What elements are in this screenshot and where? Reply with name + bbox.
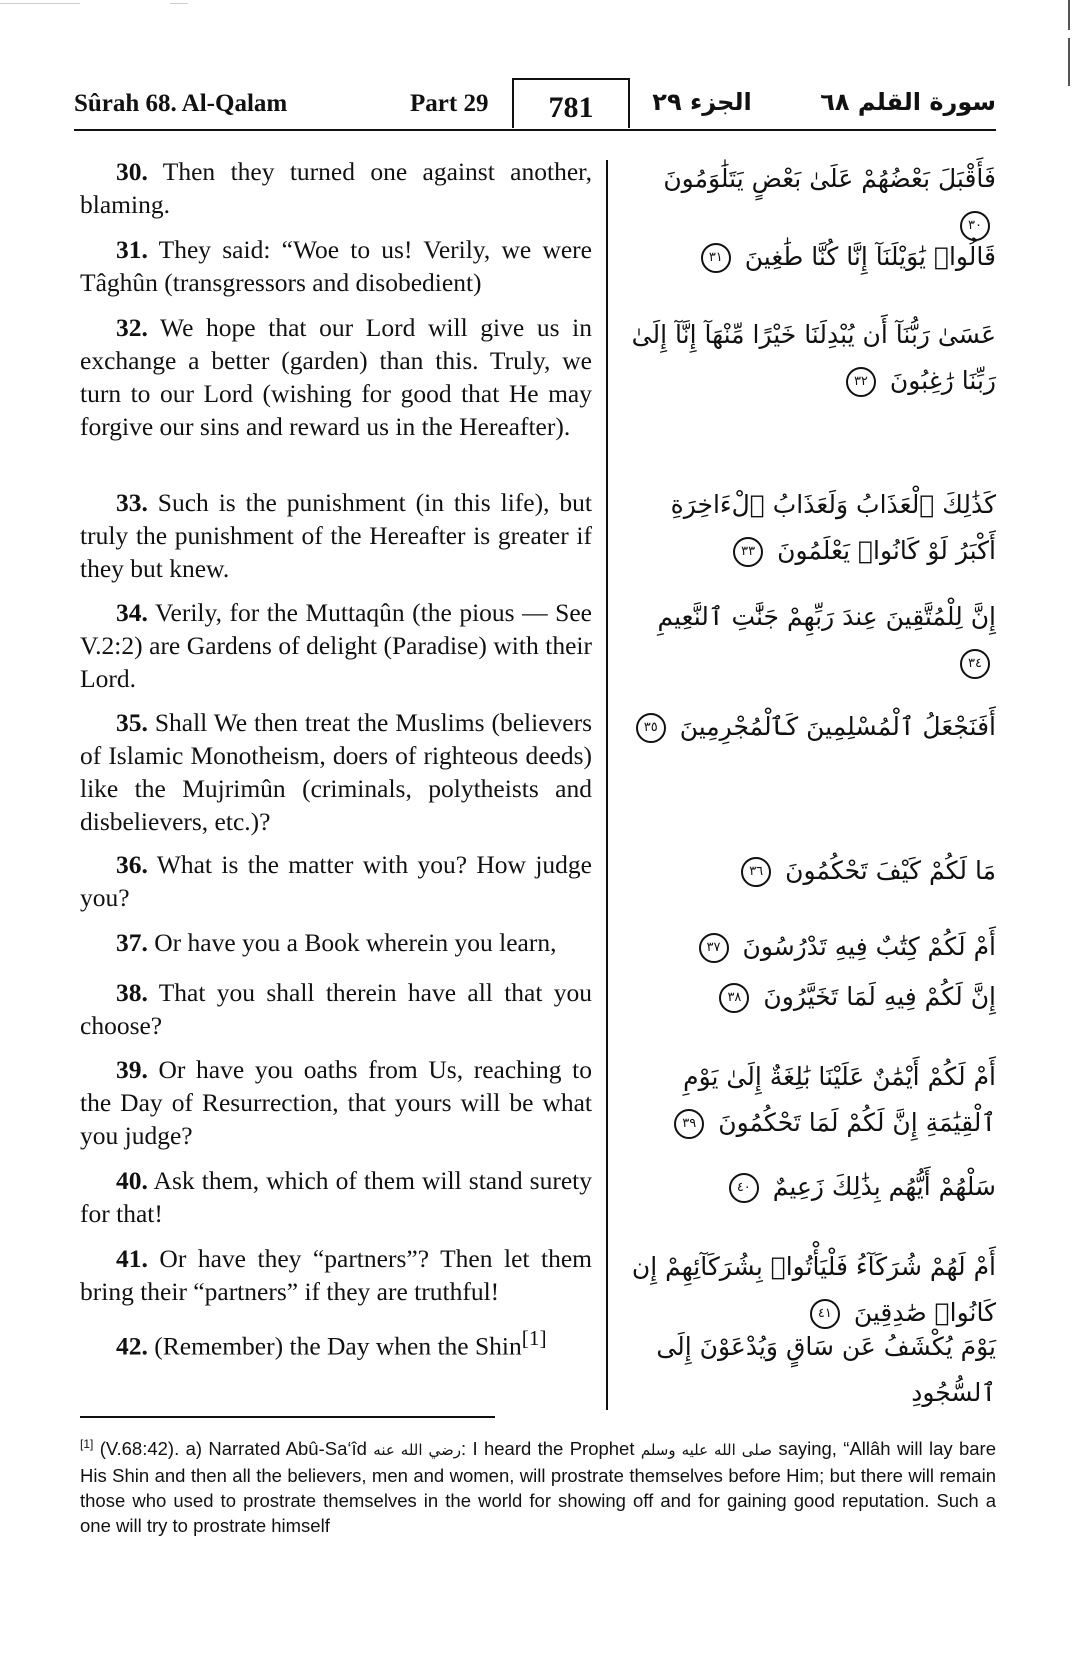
scan-edge-mark — [1068, 0, 1070, 30]
juz-arabic: الجزء ٢٩ — [652, 88, 752, 116]
ayah-end-marker: ٣٨ — [719, 983, 749, 1013]
footnote: [1] (V.68:42). a) Narrated Abû-Sa‘îd رضي الله عنه: I heard the Prophet صلى الله عليه وسلم saying, “Allâh will lay bare His Shin and then all the believers, men and women, will prostrate themselves before Him; but there will remain those who used to prostrate themselves in the world for showing off and for gaining good reputation. Such a one will try to prostrate himself — [80, 1437, 997, 1537]
verse-english: 31. They said: “Woe to us! Verily, we were Tâghûn (transgressors and disobedient) — [80, 235, 592, 297]
surah-arabic: سورة القلم ٦٨ — [820, 88, 996, 116]
scan-artifact-line — [0, 3, 80, 4]
page-number: 781 — [512, 78, 630, 128]
verse-arabic: أَمْ لَهُمْ شُرَكَآءُ فَلْيَأْتُوا۟ بِشُرَكَآئِهِمْ إِن كَانُوا۟ صَٰدِقِينَ ٤١ — [631, 1252, 996, 1327]
verse-arabic: أَمْ لَكُمْ كِتَٰبٌ فِيهِ تَدْرُسُونَ ٣٧ — [630, 924, 996, 970]
column-divider — [606, 160, 608, 1410]
scan-edge-mark — [1068, 38, 1070, 86]
verse-english: 33. Such is the punishment (in this life), but truly the punishment of the Hereafter is greater if they but knew. — [80, 488, 592, 583]
ayah-end-marker: ٣٧ — [699, 933, 729, 963]
verse-english: 38. That you shall therein have all that you choose? — [80, 978, 592, 1040]
verse-arabic: مَا لَكُمْ كَيْفَ تَحْكُمُونَ ٣٦ — [630, 848, 996, 894]
verse-english: 42. (Remember) the Day when the Shin[1] — [116, 1326, 547, 1361]
verse-english: 30. Then they turned one against another, blaming. — [80, 157, 592, 219]
verse-english: 39. Or have you oaths from Us, reaching to the Day of Resurrection, that yours will be what you judge? — [80, 1055, 592, 1150]
verse-english: 37. Or have you a Book wherein you learn, — [116, 928, 557, 957]
ayah-end-marker: ٣٥ — [636, 713, 666, 743]
verse-english: 36. What is the matter with you? How judge you? — [80, 850, 592, 912]
surah-title: Sûrah 68. Al-Qalam — [74, 90, 288, 117]
ayah-end-marker: ٣٩ — [674, 1109, 704, 1139]
verse-english: 35. Shall We then treat the Muslims (believers of Islamic Monotheism, doers of righteous deeds) like the Mujrimûn (criminals, polytheists and disbelievers, etc.)? — [80, 708, 592, 836]
part-label: Part 29 — [410, 90, 489, 117]
ayah-end-marker: ٤٠ — [729, 1173, 759, 1203]
footnote-ref[interactable]: [1] — [521, 1326, 547, 1350]
verse-arabic: عَسَىٰ رَبُّنَآ أَن يُبْدِلَنَا خَيْرًا مِّنْهَآ إِنَّآ إِلَىٰ رَبِّنَا رَٰغِبُونَ ٣٢ — [631, 320, 996, 395]
ayah-end-marker: ٣١ — [701, 243, 731, 273]
footnote-marker: [1] — [80, 1437, 94, 1451]
ayah-end-marker: ٣٠ — [960, 211, 990, 241]
verse-english: 32. We hope that our Lord will give us in exchange a better (garden) than this. Truly, we turn to our Lord (wishing for good that He may forgive our sins and reward us in the Hereafter). — [80, 313, 592, 441]
verse-arabic: إِنَّ لَكُمْ فِيهِ لَمَا تَخَيَّرُونَ ٣٨ — [630, 974, 996, 1020]
header-rule — [74, 129, 996, 131]
verse-arabic: أَمْ لَكُمْ أَيْمَٰنٌ عَلَيْنَا بَٰلِغَةٌ إِلَىٰ يَوْمِ ٱلْقِيَٰمَةِ إِنَّ لَكُمْ لَمَا تَحْكُمُونَ ٣٩ — [630, 1054, 996, 1146]
scan-artifact-line — [170, 3, 188, 4]
ayah-end-marker: ٣٤ — [960, 649, 990, 679]
verse-english: 40. Ask them, which of them will stand surety for that! — [80, 1166, 592, 1228]
verse-english: 41. Or have they “partners”? Then let them bring their “partners” if they are truthful! — [80, 1244, 592, 1306]
verse-english: 34. Verily, for the Muttaqûn (the pious — See V.2:2) are Gardens of delight (Paradise) with their Lord. — [80, 598, 592, 693]
verse-arabic: سَلْهُمْ أَيُّهُم بِذَٰلِكَ زَعِيمٌ ٤٠ — [630, 1164, 996, 1210]
ayah-end-marker: ٤١ — [810, 1299, 840, 1329]
ayah-end-marker: ٣٢ — [846, 367, 876, 397]
footnote-rule — [80, 1416, 495, 1418]
page-header — [74, 78, 996, 130]
verse-arabic: يَوْمَ يُكْشَفُ عَن سَاقٍ وَيُدْعَوْنَ إِلَى ٱلسُّجُودِ — [656, 1332, 996, 1407]
verse-arabic: إِنَّ لِلْمُتَّقِينَ عِندَ رَبِّهِمْ جَنَّٰتِ ٱلنَّعِيمِ ٣٤ — [630, 594, 996, 686]
ayah-end-marker: ٣٦ — [741, 857, 771, 887]
ayah-end-marker: ٣٣ — [733, 537, 763, 567]
verse-arabic: كَذَٰلِكَ ٱلْعَذَابُ وَلَعَذَابُ ٱلْءَاخِرَةِ أَكْبَرُ لَوْ كَانُوا۟ يَعْلَمُونَ ٣٣ — [670, 490, 996, 565]
verse-arabic: قَالُوا۟ يَٰوَيْلَنَآ إِنَّا كُنَّا طَٰغِينَ ٣١ — [630, 234, 996, 280]
verse-arabic: فَأَقْبَلَ بَعْضُهُمْ عَلَىٰ بَعْضٍ يَتَلَٰوَمُونَ ٣٠ — [630, 156, 996, 248]
verse-arabic: أَفَنَجْعَلُ ٱلْمُسْلِمِينَ كَٱلْمُجْرِمِينَ ٣٥ — [630, 704, 996, 750]
